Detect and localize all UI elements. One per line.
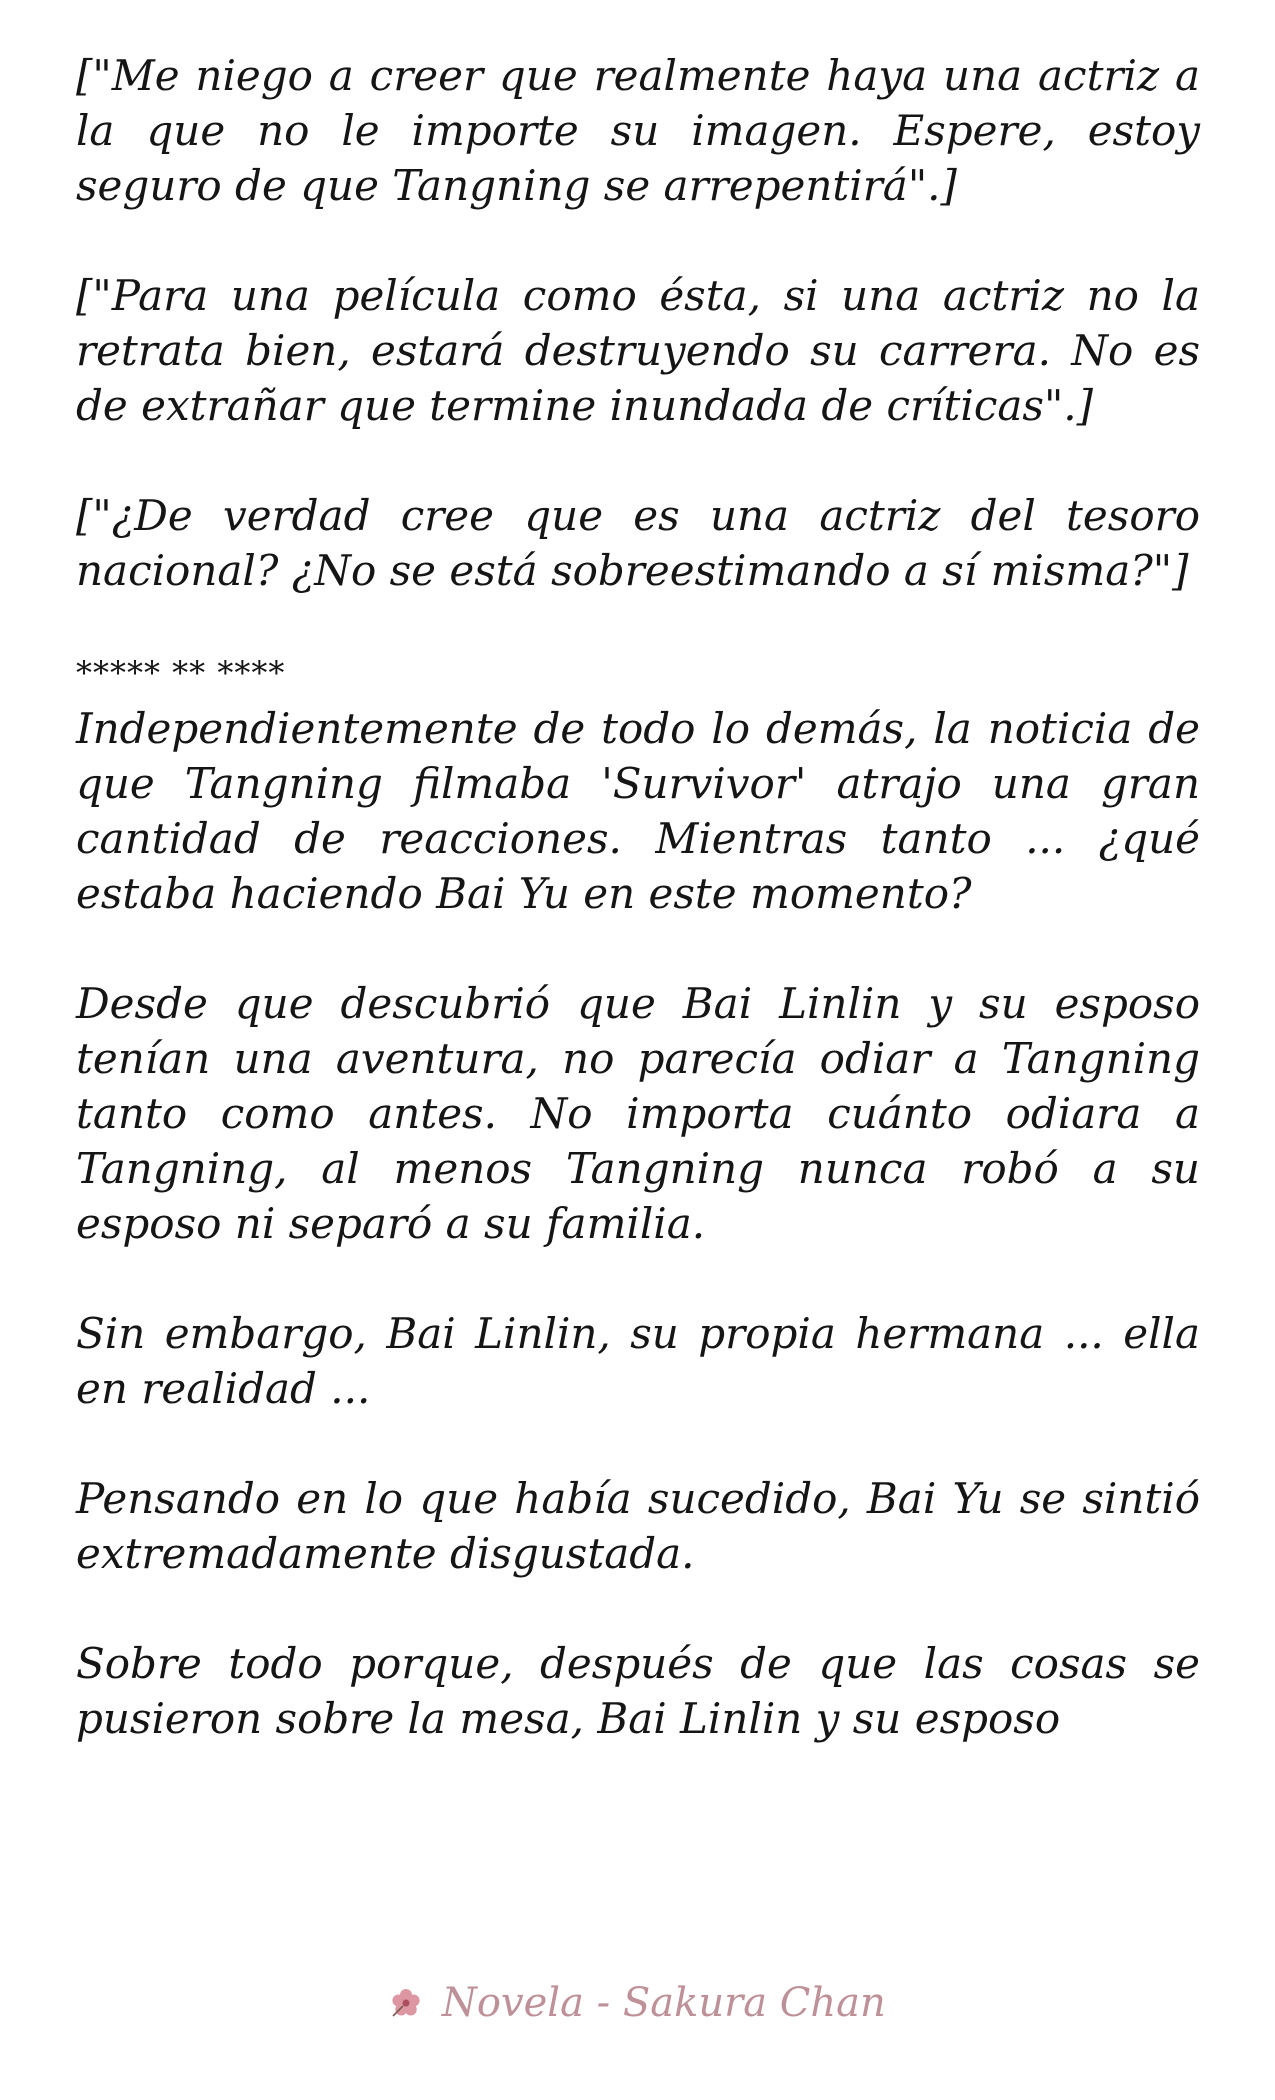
paragraph-6: Sin embargo, Bai Linlin, su propia hermana ... ella en realidad ... [76, 1309, 1200, 1413]
paragraph-comment-3: ["¿De verdad cree que es una actriz del tesoro nacional? ¿No se está sobreestimando a sí misma?"] [76, 491, 1200, 595]
document-body [76, 48, 1200, 1746]
sakura-flower-icon [389, 1986, 423, 2020]
paragraph-7: Pensando en lo que había sucedido, Bai Yu se sintió extremadamente disgustada. [76, 1474, 1200, 1578]
paragraph-comment-1: ["Me niego a creer que realmente haya una actriz a la que no le importe su imagen. Espere, estoy seguro de que Tangning se arrepentirá".] [76, 51, 1200, 210]
paragraph-4: Independientemente de todo lo demás, la noticia de que Tangning filmaba 'Survivor' atrajo una gran cantidad de reacciones. Mientras tanto ... ¿qué estaba haciendo Bai Yu en este momento? [76, 704, 1200, 918]
paragraph-5: Desde que descubrió que Bai Linlin y su esposo tenían una aventura, no parecía odiar a Tangning tanto como antes. No importa cuánto odiara a Tangning, al menos Tangning nunca robó a su esposo ni separó a su familia. [76, 979, 1200, 1248]
scene-separator: ***** ** **** [76, 654, 286, 692]
watermark [0, 1980, 1275, 2026]
paragraph-8: Sobre todo porque, después de que las cosas se pusieron sobre la mesa, Bai Linlin y su esposo [76, 1639, 1200, 1743]
paragraph-comment-2: ["Para una película como ésta, si una actriz no la retrata bien, estará destruyendo su carrera. No es de extrañar que termine inundada de críticas".] [76, 271, 1200, 430]
watermark-text: Novela - Sakura Chan [441, 1980, 886, 2026]
